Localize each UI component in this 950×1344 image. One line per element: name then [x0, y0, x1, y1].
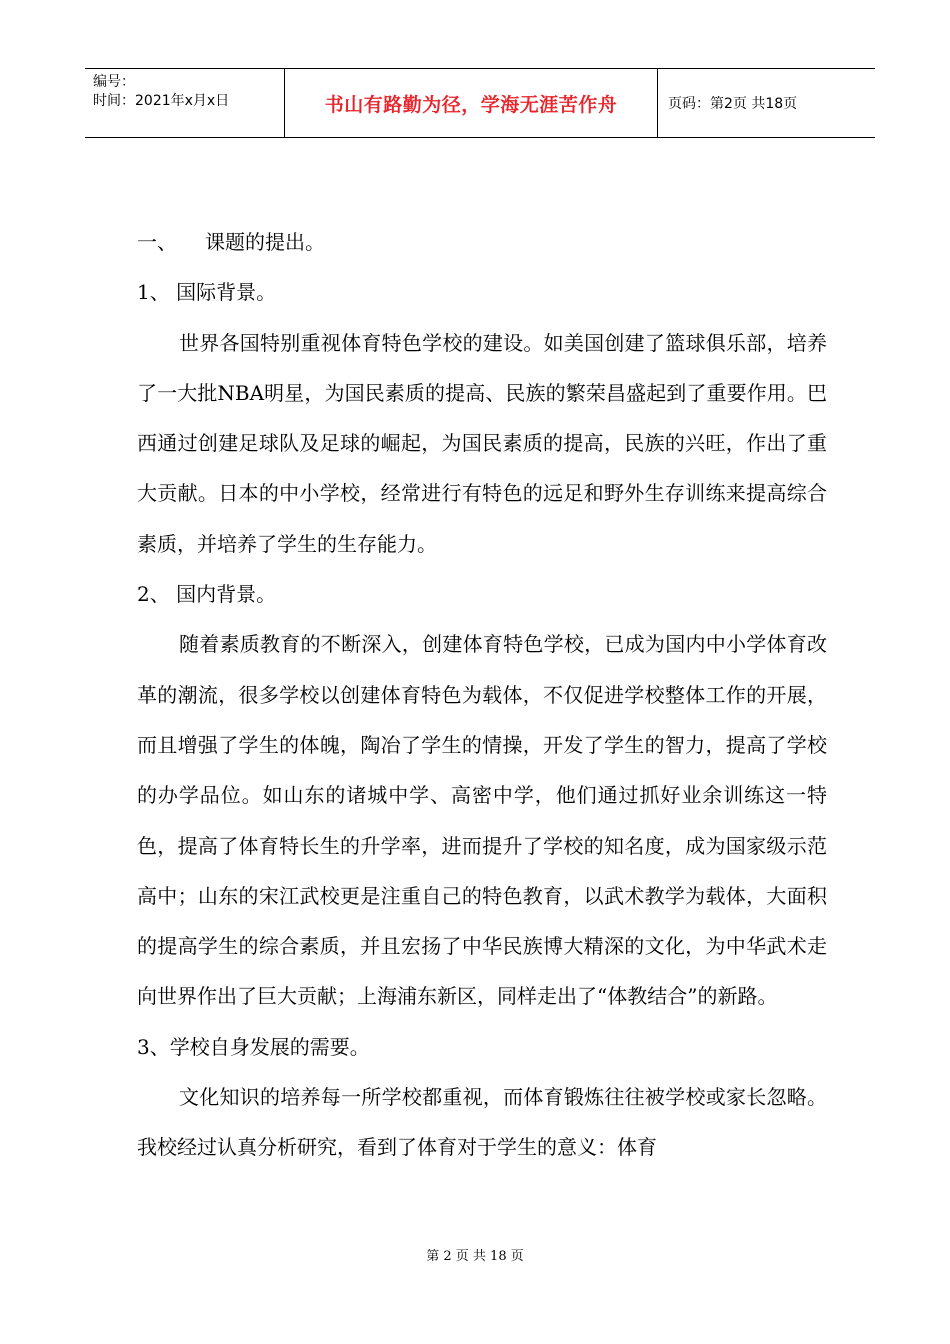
- section-heading-school-needs: 3、学校自身发展的需要。: [137, 1034, 370, 1059]
- section-heading-international: 1、 国际背景。: [137, 280, 277, 305]
- document-body: [137, 217, 827, 1173]
- paragraph-domestic: 随着素质教育的不断深入，创建体育特色学校，已成为国内中小学体育改革的潮流，很多学校以创建体育特色为载体，不仅促进学校整体工作的开展，而且增强了学生的体魄，陶冶了学生的情操，开发了学生的智力，提高了学校的办学品位。如山东的诸城中学、高密中学，他们通过抓好业余训练这一特色，提高了体育特长生的升学率，进而提升了学校的知名度，成为国家级示范高中；山东的宋江武校更是注重自己的特色教育，以武术教学为载体，大面积的提高学生的综合素质，并且宏扬了中华民族博大精深的文化，为中华武术走向世界作出了巨大贡献；上海浦东新区，同样走出了“体教结合”的新路。: [137, 632, 827, 1009]
- page-header: [85, 68, 875, 138]
- page-footer: 第 2 页 共 18 页: [426, 1249, 524, 1264]
- document-time-label: 时间：2021年x月x日: [93, 93, 230, 109]
- chapter-heading: [137, 217, 827, 267]
- header-meta: [85, 69, 285, 137]
- chapter-title: 课题的提出。: [205, 230, 325, 254]
- section-heading-domestic: 2、 国内背景。: [137, 582, 277, 607]
- header-motto: 书山有路勤为径，学海无涯苦作舟: [285, 69, 658, 137]
- paragraph-school-needs: 文化知识的培养每一所学校都重视，而体育锻炼往往被学校或家长忽略。我校经过认真分析研究，看到了体育对于学生的意义：体育: [137, 1085, 827, 1160]
- paragraph-international: 世界各国特别重视体育特色学校的建设。如美国创建了篮球俱乐部，培养了一大批NBA明星，为国民素质的提高、民族的繁荣昌盛起到了重要作用。巴西通过创建足球队及足球的崛起，为国民素质的提高，民族的兴旺，作出了重大贡献。日本的中小学校，经常进行有特色的远足和野外生存训练来提高综合素质，并培养了学生的生存能力。: [137, 330, 827, 556]
- document-number-label: 编号：: [93, 74, 135, 90]
- header-page-label: 页码：第2页 共18页: [668, 96, 798, 112]
- chapter-number: 一、: [137, 230, 177, 254]
